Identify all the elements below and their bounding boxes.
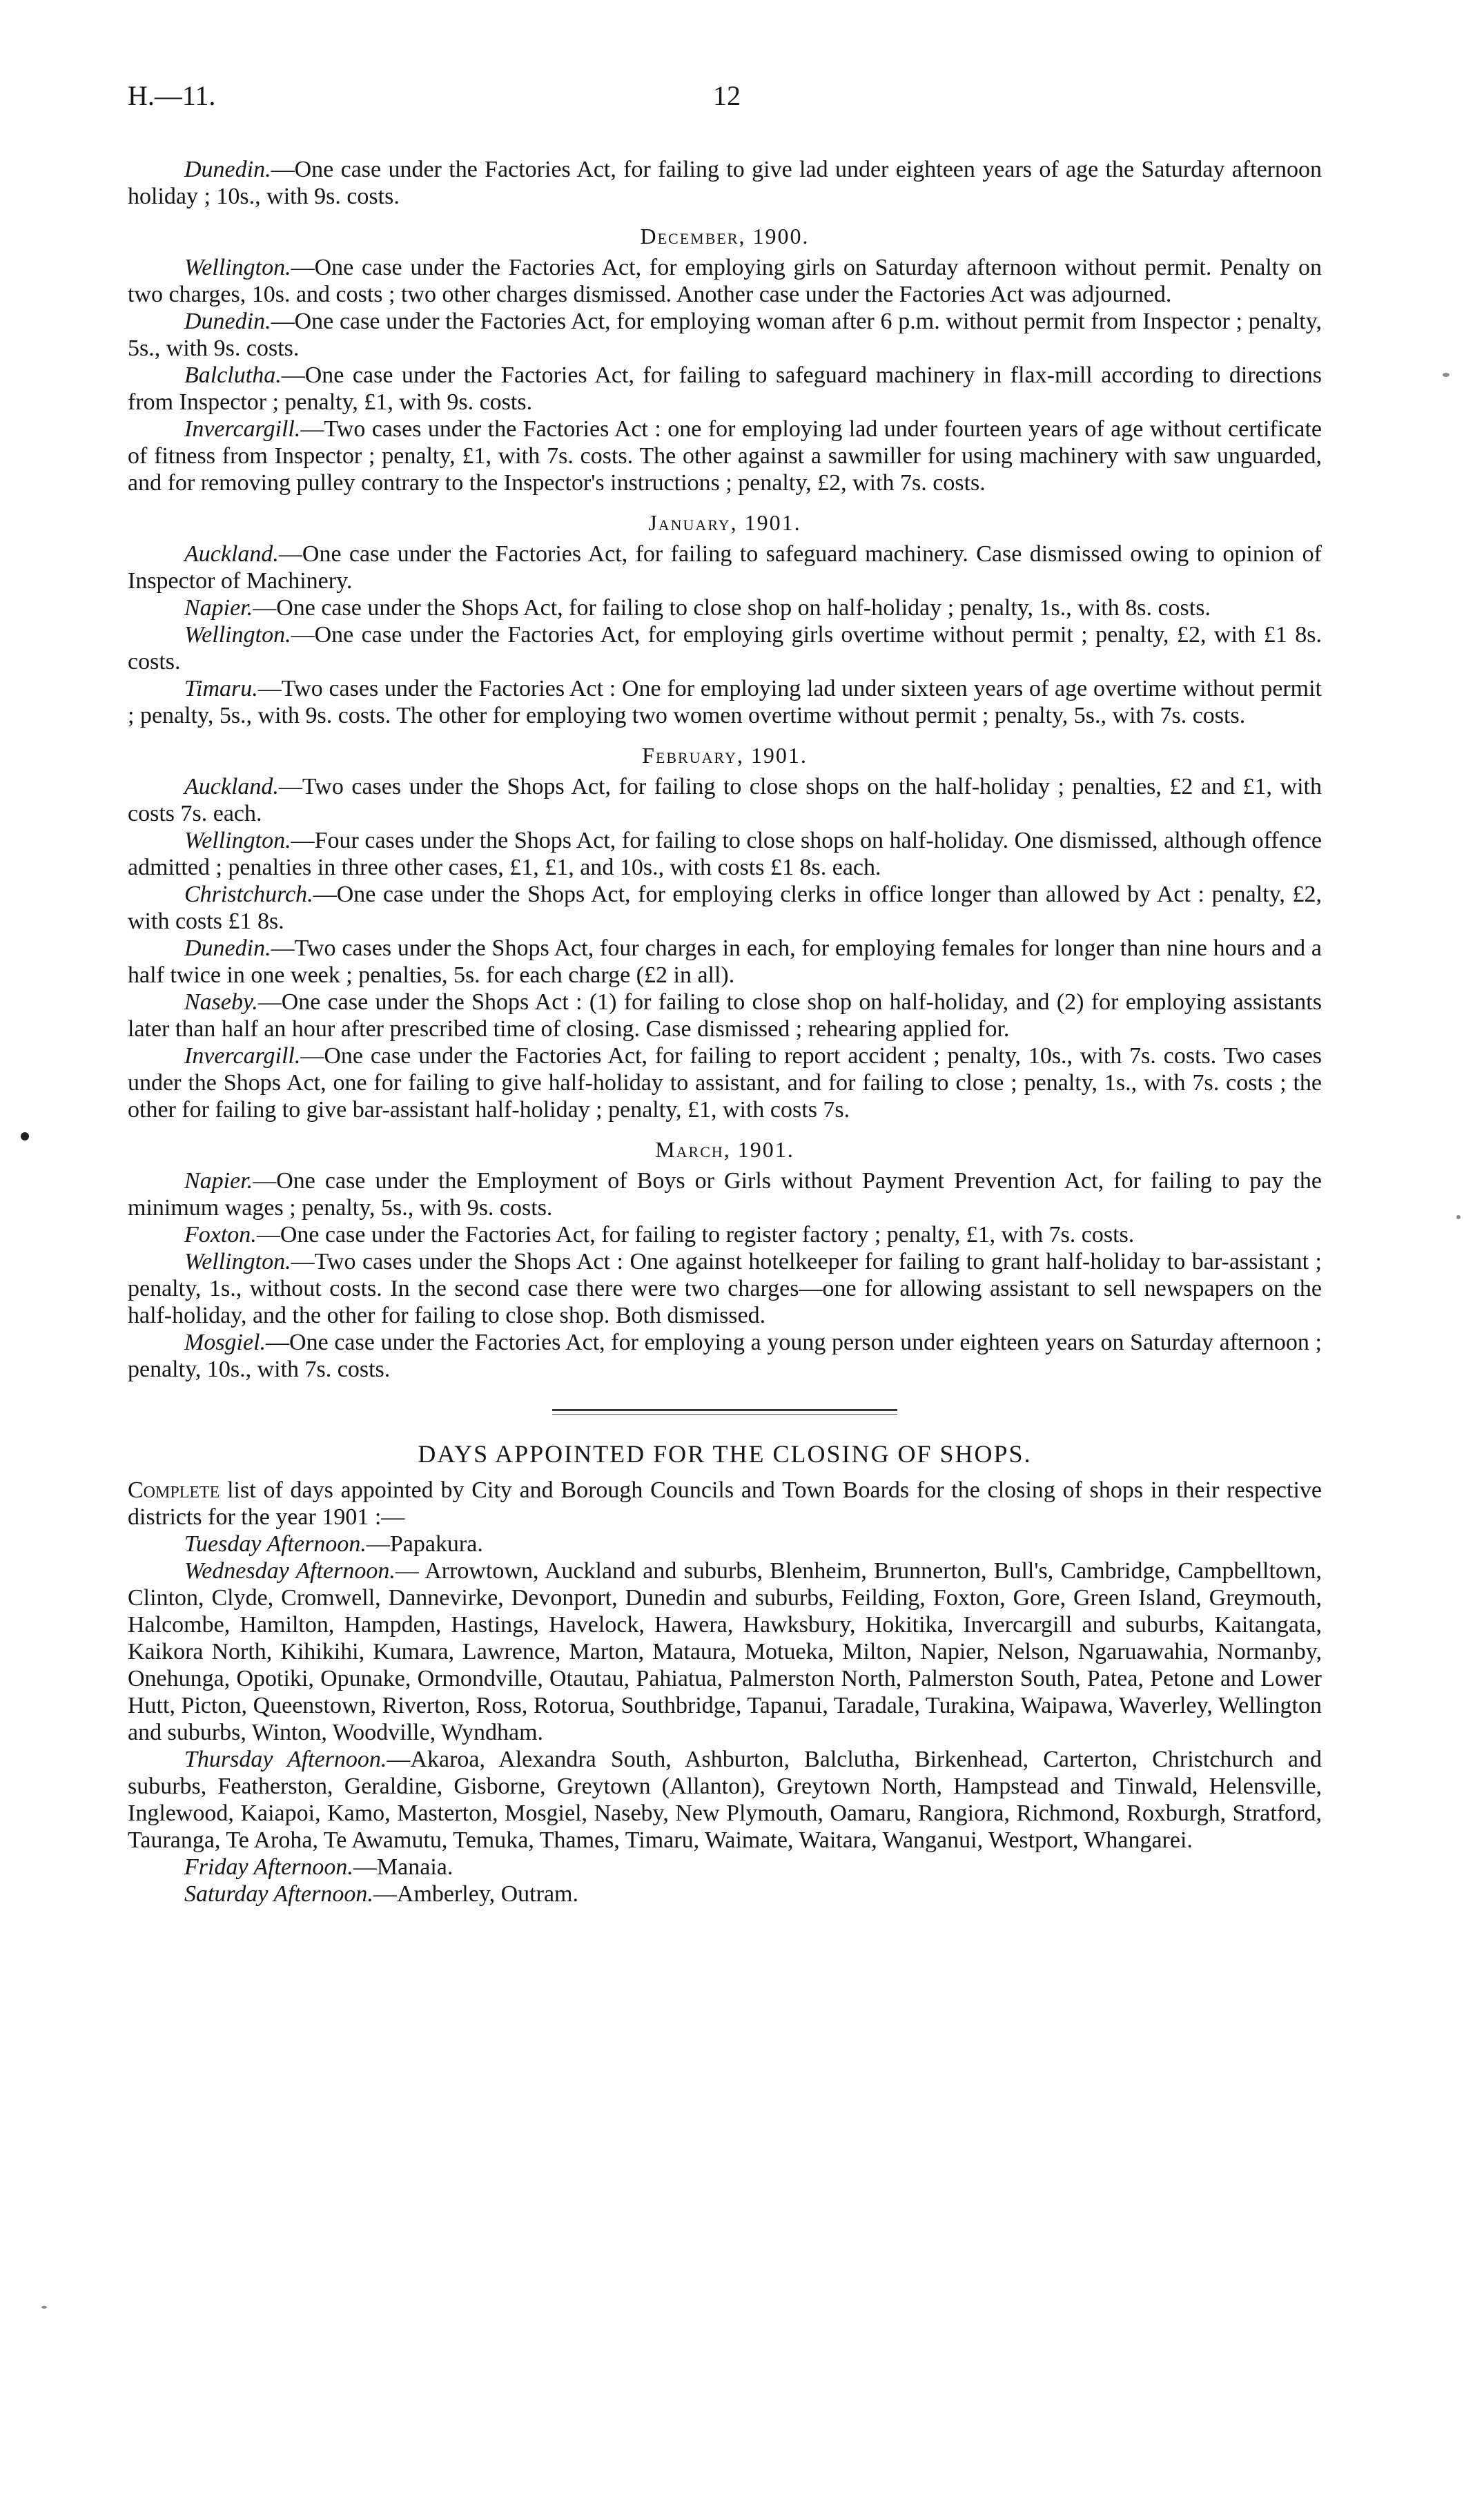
- town-list: —Amberley, Outram.: [373, 1881, 578, 1907]
- place-name: Auckland.: [184, 541, 279, 567]
- divider-thick-rule: [552, 1409, 897, 1411]
- court-case-entry: [128, 362, 1322, 416]
- closing-day-entry: [128, 1881, 1322, 1907]
- court-case-entry: [128, 1248, 1322, 1329]
- place-name: Dunedin.: [184, 309, 271, 334]
- court-case-entry: [128, 308, 1322, 362]
- court-case-entry: [128, 881, 1322, 935]
- case-text: —One case under the Factories Act, for employing girls on Saturday afternoon without permit. Penalty on two charges, 10s. and costs ; two other charges dismissed. Another case under the Factories Act was adjourned.: [128, 255, 1322, 307]
- place-name: Wellington.: [184, 622, 291, 648]
- case-text: —Two cases under the Shops Act : One against hotelkeeper for failing to grant half-holiday to bar-assistant ; penalty, 1s., without costs. In the second case there were two charges—one for allowing assistant to sell newspapers on the half-holiday, and the other for failing to close shop. Both dismissed.: [128, 1249, 1322, 1328]
- day-label: Tuesday Afternoon.: [184, 1531, 367, 1557]
- closing-day-entry: [128, 1746, 1322, 1854]
- court-case-entry: [128, 254, 1322, 308]
- court-case-entry: [128, 621, 1322, 675]
- place-name: Naseby.: [184, 989, 258, 1015]
- case-text: —One case under the Factories Act, for failing to report accident ; penalty, 10s., with 7s. costs. Two cases under the Shops Act, one for failing to give half-holiday to assistant, and for failing to close ; penalty, 1s., with 7s. costs ; the other for failing to give bar-assistant half-holiday ; penalty, £1, with costs 7s.: [128, 1043, 1322, 1123]
- court-case-entry: [128, 989, 1322, 1042]
- court-case-entry: [128, 827, 1322, 881]
- place-name: Napier.: [184, 1168, 253, 1194]
- case-text: —Two cases under the Shops Act, four charges in each, for employing females for longer than nine hours and a half twice in one week ; penalties, 5s. for each charge (£2 in all).: [128, 935, 1322, 988]
- day-label: Friday Afternoon.: [184, 1854, 353, 1880]
- lead-text: list of days appointed by City and Borough Councils and Town Boards for the closing of shops in their respective districts for the year 1901 :—: [128, 1477, 1322, 1530]
- margin-speck: [1443, 373, 1449, 377]
- town-list: —Papakura.: [366, 1531, 483, 1557]
- closing-day-entry: [128, 1557, 1322, 1746]
- running-header: [128, 79, 1356, 121]
- place-name: Wellington.: [184, 828, 291, 853]
- case-text: —Two cases under the Factories Act : one for employing lad under fourteen years of age without certificate of fitness from Inspector ; penalty, £1, with 7s. costs. The other against a sawmiller for using machinery with saw unguarded, and for removing pulley contrary to the Inspector's instructions ; penalty, £2, with 7s. costs.: [128, 416, 1322, 496]
- day-label: Wednesday Afternoon.: [184, 1558, 396, 1584]
- court-case-entry: [128, 773, 1322, 827]
- case-text: —One case under the Factories Act, for employing woman after 6 p.m. without permit from Inspector ; penalty, 5s., with 9s. costs.: [128, 309, 1322, 361]
- lead-word: Complete: [128, 1477, 220, 1503]
- margin-speck: [1456, 1215, 1461, 1219]
- case-text: —One case under the Factories Act, for failing to register factory ; penalty, £1, with 7s. costs.: [256, 1222, 1135, 1248]
- court-case-entry: [128, 156, 1322, 210]
- margin-speck: [21, 1132, 29, 1140]
- section-title: DAYS APPOINTED FOR THE CLOSING OF SHOPS.: [418, 1440, 1032, 1468]
- court-case-entry: [128, 541, 1322, 594]
- month-heading: February, 1901.: [642, 743, 808, 768]
- place-name: Timaru.: [184, 676, 258, 701]
- case-text: —Two cases under the Shops Act, for failing to close shops on the half-holiday ; penalties, £2 and £1, with costs 7s. each.: [128, 774, 1322, 826]
- place-name: Wellington.: [184, 255, 291, 280]
- town-list: — Arrowtown, Auckland and suburbs, Blenheim, Brunnerton, Bull's, Cambridge, Campbelltown, Clinton, Clyde, Cromwell, Dannevirke, Devonport, Dunedin and suburbs, Feilding, Foxton, Gore, Green Island, Greymouth, Halcombe, Hamilton, Hampden, Hastings, Havelock, Hawera, Hawksbury, Hokitika, Invercargill and suburbs, Kaitangata, Kaikora North, Kihikihi, Kumara, Lawrence, Marton, Mataura, Motueka, Milton, Napier, Nelson, Ngaruawahia, Normanby, Onehunga, Opotiki, Opunake, Ormondville, Otautau, Pahiatua, Palmerston North, Palmerston South, Patea, Petone and Lower Hutt, Picton, Queenstown, Riverton, Ross, Rotorua, Southbridge, Tapanui, Taradale, Turakina, Waipawa, Waverley, Wellington and suburbs, Winton, Woodville, Wyndham.: [128, 1558, 1322, 1745]
- case-text: —One case under the Shops Act : (1) for failing to close shop on half-holiday, and (2) for employing assistants later than half an hour after prescribed time of closing. Case dismissed ; rehearing applied for.: [128, 989, 1322, 1042]
- closing-intro: [128, 1477, 1322, 1531]
- case-text: —One case under the Factories Act, for failing to safeguard machinery. Case dismissed owing to opinion of Inspector of Machinery.: [128, 541, 1322, 594]
- case-text: —Four cases under the Shops Act, for failing to close shops on half-holiday. One dismissed, although offence admitted ; penalties in three other cases, £1, £1, and 10s., with costs £1 8s. each.: [128, 828, 1322, 880]
- document-reference: H.—11.: [128, 80, 216, 111]
- case-text: —Two cases under the Factories Act : One for employing lad under sixteen years of age overtime without permit ; penalty, 5s., with 9s. costs. The other for employing two women overtime without permit ; penalty, 5s., with 7s. costs.: [128, 676, 1322, 728]
- place-name: Dunedin.: [184, 935, 271, 961]
- month-heading: March, 1901.: [655, 1137, 794, 1162]
- place-name: Auckland.: [184, 774, 279, 799]
- case-text: —One case under the Factories Act, for employing a young person under eighteen years on Saturday afternoon ; penalty, 10s., with 7s. costs.: [128, 1330, 1322, 1382]
- text-column: [128, 156, 1322, 1907]
- court-case-entry: [128, 1167, 1322, 1221]
- court-case-entry: [128, 1042, 1322, 1123]
- court-case-entry: [128, 594, 1322, 621]
- place-name: Wellington.: [184, 1249, 291, 1274]
- case-text: —One case under the Shops Act, for employing clerks in office longer than allowed by Act : penalty, £2, with costs £1 8s.: [128, 882, 1322, 934]
- court-case-entry: [128, 1329, 1322, 1383]
- case-text: —One case under the Factories Act, for failing to give lad under eighteen years of age the Saturday afternoon holiday ; 10s., with 9s. costs.: [128, 157, 1322, 209]
- closing-day-entry: [128, 1854, 1322, 1881]
- place-name: Balclutha.: [184, 362, 282, 388]
- place-name: Invercargill.: [184, 416, 301, 442]
- closing-day-entry: [128, 1531, 1322, 1557]
- town-list: —Manaia.: [353, 1854, 453, 1880]
- month-heading: January, 1901.: [648, 510, 801, 535]
- place-name: Mosgiel.: [184, 1330, 266, 1355]
- divider-thin-rule: [552, 1414, 897, 1415]
- place-name: Christchurch.: [184, 882, 313, 907]
- section-divider: [552, 1409, 897, 1415]
- court-case-entry: [128, 1221, 1322, 1248]
- case-text: —One case under the Factories Act, for failing to safeguard machinery in flax-mill according to directions from Inspector ; penalty, £1, with 9s. costs.: [128, 362, 1322, 415]
- margin-speck: [41, 2306, 47, 2309]
- court-case-entry: [128, 675, 1322, 729]
- place-name: Invercargill.: [184, 1043, 301, 1069]
- court-case-entry: [128, 416, 1322, 496]
- day-label: Saturday Afternoon.: [184, 1881, 373, 1907]
- place-name: Dunedin.: [184, 157, 271, 182]
- case-text: —One case under the Shops Act, for failing to close shop on half-holiday ; penalty, 1s., with 8s. costs.: [253, 595, 1211, 621]
- month-heading: December, 1900.: [640, 224, 810, 249]
- page-number: 12: [713, 80, 741, 111]
- case-text: —One case under the Employment of Boys or Girls without Payment Prevention Act, for failing to pay the minimum wages ; penalty, 5s., with 9s. costs.: [128, 1168, 1322, 1221]
- day-label: Thursday Afternoon.: [184, 1747, 387, 1772]
- place-name: Foxton.: [184, 1222, 257, 1248]
- case-text: —One case under the Factories Act, for employing girls overtime without permit ; penalty, £2, with £1 8s. costs.: [128, 622, 1322, 674]
- court-case-entry: [128, 935, 1322, 989]
- town-list: —Akaroa, Alexandra South, Ashburton, Balclutha, Birkenhead, Carterton, Christchurch and suburbs, Featherston, Geraldine, Gisborne, Greytown (Allanton), Greytown North, Hampstead and Tinwald, Helensville, Inglewood, Kaiapoi, Kamo, Masterton, Mosgiel, Naseby, New Plymouth, Oamaru, Rangiora, Richmond, Roxburgh, Stratford, Tauranga, Te Aroha, Te Awamutu, Temuka, Thames, Timaru, Waimate, Waitara, Wanganui, Westport, Whangarei.: [128, 1747, 1322, 1853]
- place-name: Napier.: [184, 595, 253, 621]
